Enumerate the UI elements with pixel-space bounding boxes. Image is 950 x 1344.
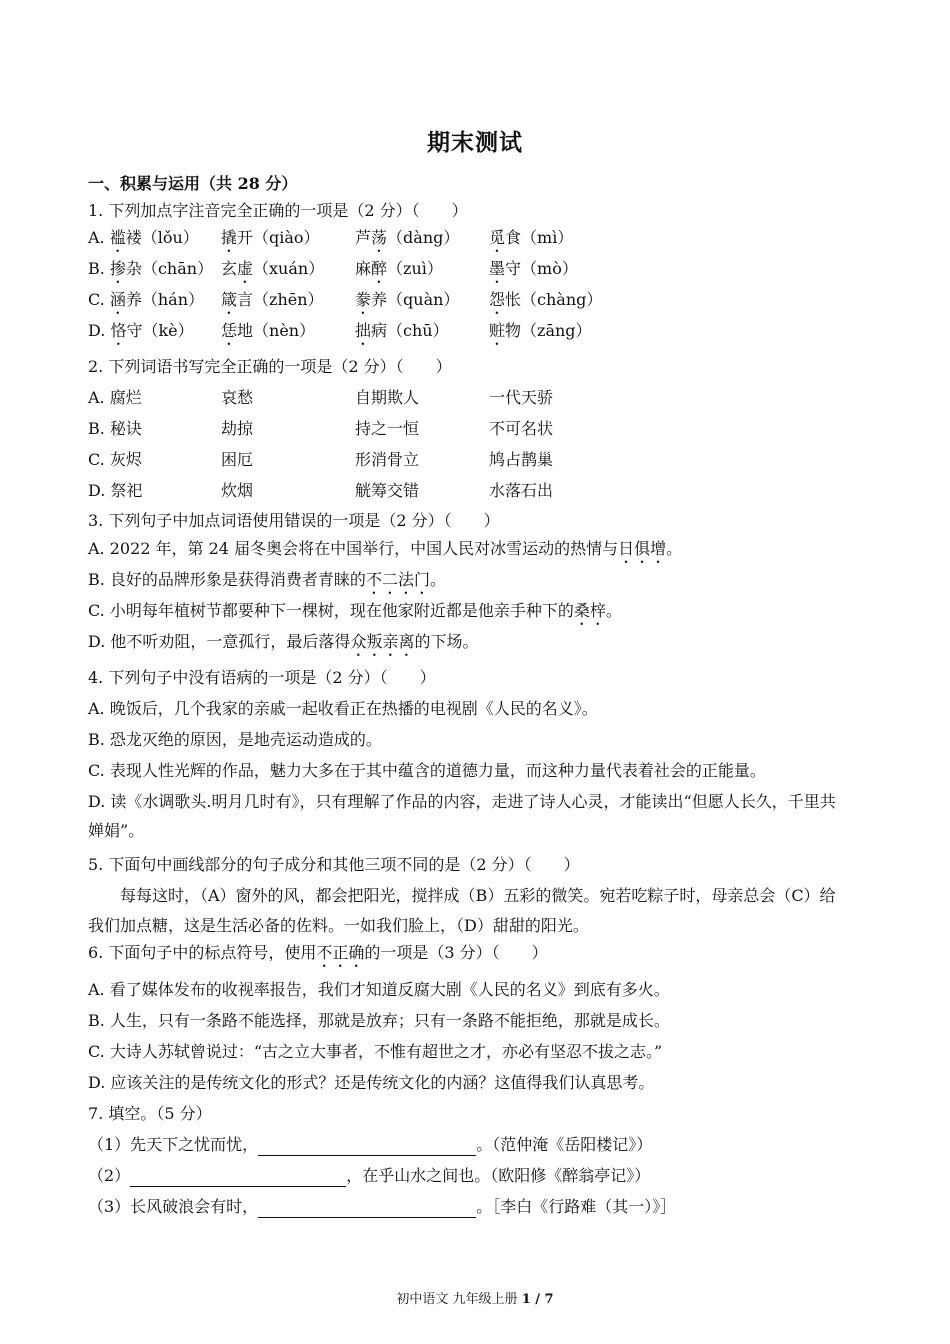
cell-text: C. <box>88 290 110 309</box>
q2-option-cell: 形消骨立 <box>355 450 420 469</box>
dotted-char: 涵 <box>109 290 126 309</box>
dotted-char: 墨 <box>489 259 506 278</box>
q2-option-cell: 劫掠 <box>221 419 254 438</box>
q2-option-cell: A. 腐烂 <box>88 388 142 407</box>
dotted-char: 醉 <box>371 259 388 278</box>
question-5-stem: 5. 下面句中画线部分的句子成分和其他三项不同的是（2 分）（ ） <box>88 855 580 874</box>
dotted-char: 荡 <box>371 228 388 247</box>
blank-suffix: ，在乎山水之间也。（欧阳修《醉翁亭记》） <box>346 1166 651 1185</box>
option-text: 。 <box>605 601 622 620</box>
dotted-char: 虚 <box>237 259 254 278</box>
dotted-char: 掺 <box>109 259 126 278</box>
option-text: C. 小明每年植树节都要种下一棵树，现在他家附近都是他亲手种下的 <box>88 601 574 620</box>
cell-text: B. <box>88 259 110 278</box>
q1-option-cell <box>221 227 320 256</box>
q1-option-cell <box>489 227 573 256</box>
question-3-option-c <box>88 600 622 629</box>
question-3-stem: 3. 下列句子中加点词语使用错误的一项是（2 分）（ ） <box>88 511 500 530</box>
footer-text: 初中语文 九年级上册 <box>396 1292 522 1307</box>
q2-option-cell: D. 祭祀 <box>88 481 143 500</box>
cell-text: 养（hán） <box>125 290 205 309</box>
cell-text: 玄 <box>221 259 238 278</box>
q2-option-cell: 自期欺人 <box>355 388 420 407</box>
question-6-option-a: A. 看了媒体发布的收视率报告，我们才知道反腐大剧《人民的名义》到底有多火。 <box>88 980 670 999</box>
cell-text: 杂（chān） <box>125 259 214 278</box>
question-4-option-d-cont: 婵娟”。 <box>88 821 145 840</box>
cell-text: 言（zhēn） <box>237 290 324 309</box>
cell-text: 守（mò） <box>505 259 578 278</box>
q1-option-cell <box>355 227 459 256</box>
fill-blank-1 <box>88 1134 652 1156</box>
section-heading: 一、积累与运用（共 28 分） <box>88 174 298 193</box>
q1-option-cell <box>221 320 315 349</box>
question-3-option-b <box>88 569 446 598</box>
question-4-option-c: C. 表现人性光辉的作品，魅力大多在于其中蕴含的道德力量，而这种力量代表着社会的正能量。 <box>88 761 766 780</box>
cell-text: （zuì） <box>387 259 443 278</box>
q2-option-cell: 哀愁 <box>221 388 254 407</box>
stem-text: 的一项是（3 分）（ ） <box>364 943 548 962</box>
answer-blank[interactable] <box>258 1137 476 1156</box>
q2-option-cell: 持之一恒 <box>355 419 420 438</box>
q1-option-cell <box>489 289 602 318</box>
option-text: A. 2022 年，第 24 届冬奥会将在中国举行，中国人民对冰雪运动的热情与 <box>88 539 619 558</box>
dotted-phrase: 众叛亲离 <box>350 632 415 651</box>
dotted-phrase: 桑梓 <box>573 601 606 620</box>
question-2-stem: 2. 下列词语书写完全正确的一项是（2 分）（ ） <box>88 357 452 376</box>
page-footer <box>0 1288 950 1307</box>
dotted-phrase: 不二法门 <box>365 570 430 589</box>
dotted-phrase: 不正确 <box>316 943 365 962</box>
answer-blank[interactable] <box>258 1199 476 1218</box>
stem-text: 6. 下面句子中的标点符号，使用 <box>88 943 317 962</box>
question-4-option-a: A. 晚饭后，几个我家的亲戚一起收看正在热播的电视剧《人民的名义》。 <box>88 699 598 718</box>
question-4-option-d: D. 读《水调歌头.明月几时有》，只有理解了作品的内容，走进了诗人心灵，才能读出“但愿人长久，千里共 <box>88 792 836 811</box>
cell-text: 养（quàn） <box>371 290 460 309</box>
blank-suffix: 。（范仲淹《岳阳楼记》） <box>476 1135 653 1154</box>
q2-option-cell: C. 灰烬 <box>88 450 142 469</box>
q1-option-cell <box>88 289 204 318</box>
option-text: 的下场。 <box>414 632 479 651</box>
dotted-char: 恁 <box>221 321 238 340</box>
cell-text: 守（kè） <box>126 321 194 340</box>
question-6-option-b: B. 人生，只有一条路不能选择，那就是放弃；只有一条路不能拒绝，那就是成长。 <box>88 1011 670 1030</box>
blank-prefix: （1）先天下之忧而忧， <box>88 1135 259 1154</box>
cell-text: D. <box>88 321 111 340</box>
q2-option-cell: 鸠占鹊巢 <box>489 450 554 469</box>
cell-text: 病（chū） <box>371 321 449 340</box>
cell-text: 物（zāng） <box>505 321 592 340</box>
question-5-passage-cont: 我们加点糖，这是生活必备的佐料。一如我们脸上，（D）甜甜的阳光。 <box>88 916 589 935</box>
q2-option-cell: B. 秘诀 <box>88 419 142 438</box>
dotted-phrase: 日俱增 <box>618 539 667 558</box>
question-1-stem: 1. 下列加点字注音完全正确的一项是（2 分）（ ） <box>88 201 468 220</box>
dotted-char: 褴 <box>109 228 126 247</box>
page-number: 1 / 7 <box>521 1292 554 1307</box>
question-6-option-d: D. 应该关注的是传统文化的形式？还是传统文化的内涵？这值得我们认真思考。 <box>88 1073 655 1092</box>
q1-option-cell <box>221 289 324 318</box>
dotted-char: 拙 <box>355 321 372 340</box>
blank-suffix: 。［李白《行路难（其一）》］ <box>476 1197 677 1216</box>
question-4-option-b: B. 恐龙灭绝的原因，是地壳运动造成的。 <box>88 730 382 749</box>
option-text: D. 他不听劝阻，一意孤行，最后落得 <box>88 632 351 651</box>
cell-text: （dàng） <box>387 228 460 247</box>
option-text: 。 <box>429 570 446 589</box>
blank-prefix: （3）长风破浪会有时， <box>88 1197 259 1216</box>
dotted-char: 赃 <box>489 321 506 340</box>
option-text: B. 良好的品牌形象是获得消费者青睐的 <box>88 570 366 589</box>
dotted-char: 觅 <box>489 228 506 247</box>
question-5-passage: 每每这时，（A）窗外的风，都会把阳光，搅拌成（B）五彩的微笑。宛若吃粽子时，母亲总会（C）给 <box>120 886 836 905</box>
q2-option-cell: 水落石出 <box>489 481 554 500</box>
cell-text: 怅（chàng） <box>505 290 603 309</box>
cell-text: 食（mì） <box>505 228 574 247</box>
question-6-stem <box>88 942 548 971</box>
q2-option-cell: 炊烟 <box>221 481 254 500</box>
q1-option-cell <box>88 320 194 349</box>
cell-text: 麻 <box>355 259 372 278</box>
dotted-char: 箴 <box>221 290 238 309</box>
q1-option-cell <box>88 258 213 287</box>
option-text: 。 <box>666 539 683 558</box>
question-3-option-a <box>88 538 682 567</box>
q2-option-cell: 觥筹交错 <box>355 481 420 500</box>
cell-text: （xuán） <box>253 259 325 278</box>
dotted-char: 撬 <box>221 228 238 247</box>
q2-option-cell: 一代天骄 <box>489 388 554 407</box>
dotted-char: 恪 <box>110 321 127 340</box>
question-7-stem: 7. 填空。（5 分） <box>88 1104 212 1123</box>
page-title: 期末测试 <box>427 129 523 156</box>
q1-option-cell <box>489 258 578 287</box>
dotted-char: 怨 <box>489 290 506 309</box>
question-6-option-c: C. 大诗人苏轼曾说过：“古之立大事者，不惟有超世之才，亦必有坚忍不拔之志。” <box>88 1042 663 1061</box>
question-4-stem: 4. 下列句子中没有语病的一项是（2 分）（ ） <box>88 668 436 687</box>
q1-option-cell <box>355 289 459 318</box>
q1-option-cell <box>489 320 592 349</box>
q1-option-cell <box>221 258 324 287</box>
dotted-char: 豢 <box>355 290 372 309</box>
q2-option-cell: 困厄 <box>221 450 254 469</box>
q1-option-cell <box>355 320 449 349</box>
q2-option-cell: 不可名状 <box>489 419 554 438</box>
cell-text: A. <box>88 228 110 247</box>
q1-option-cell <box>88 227 199 256</box>
question-3-option-d <box>88 631 478 660</box>
blank-prefix: （2） <box>88 1166 131 1185</box>
cell-text: 褛（lǒu） <box>125 228 199 247</box>
q1-option-cell <box>355 258 443 287</box>
cell-text: 地（nèn） <box>237 321 316 340</box>
answer-blank[interactable] <box>130 1168 346 1187</box>
fill-blank-2 <box>88 1165 650 1187</box>
fill-blank-3 <box>88 1196 676 1218</box>
cell-text: 开（qiào） <box>237 228 320 247</box>
cell-text: 芦 <box>355 228 372 247</box>
